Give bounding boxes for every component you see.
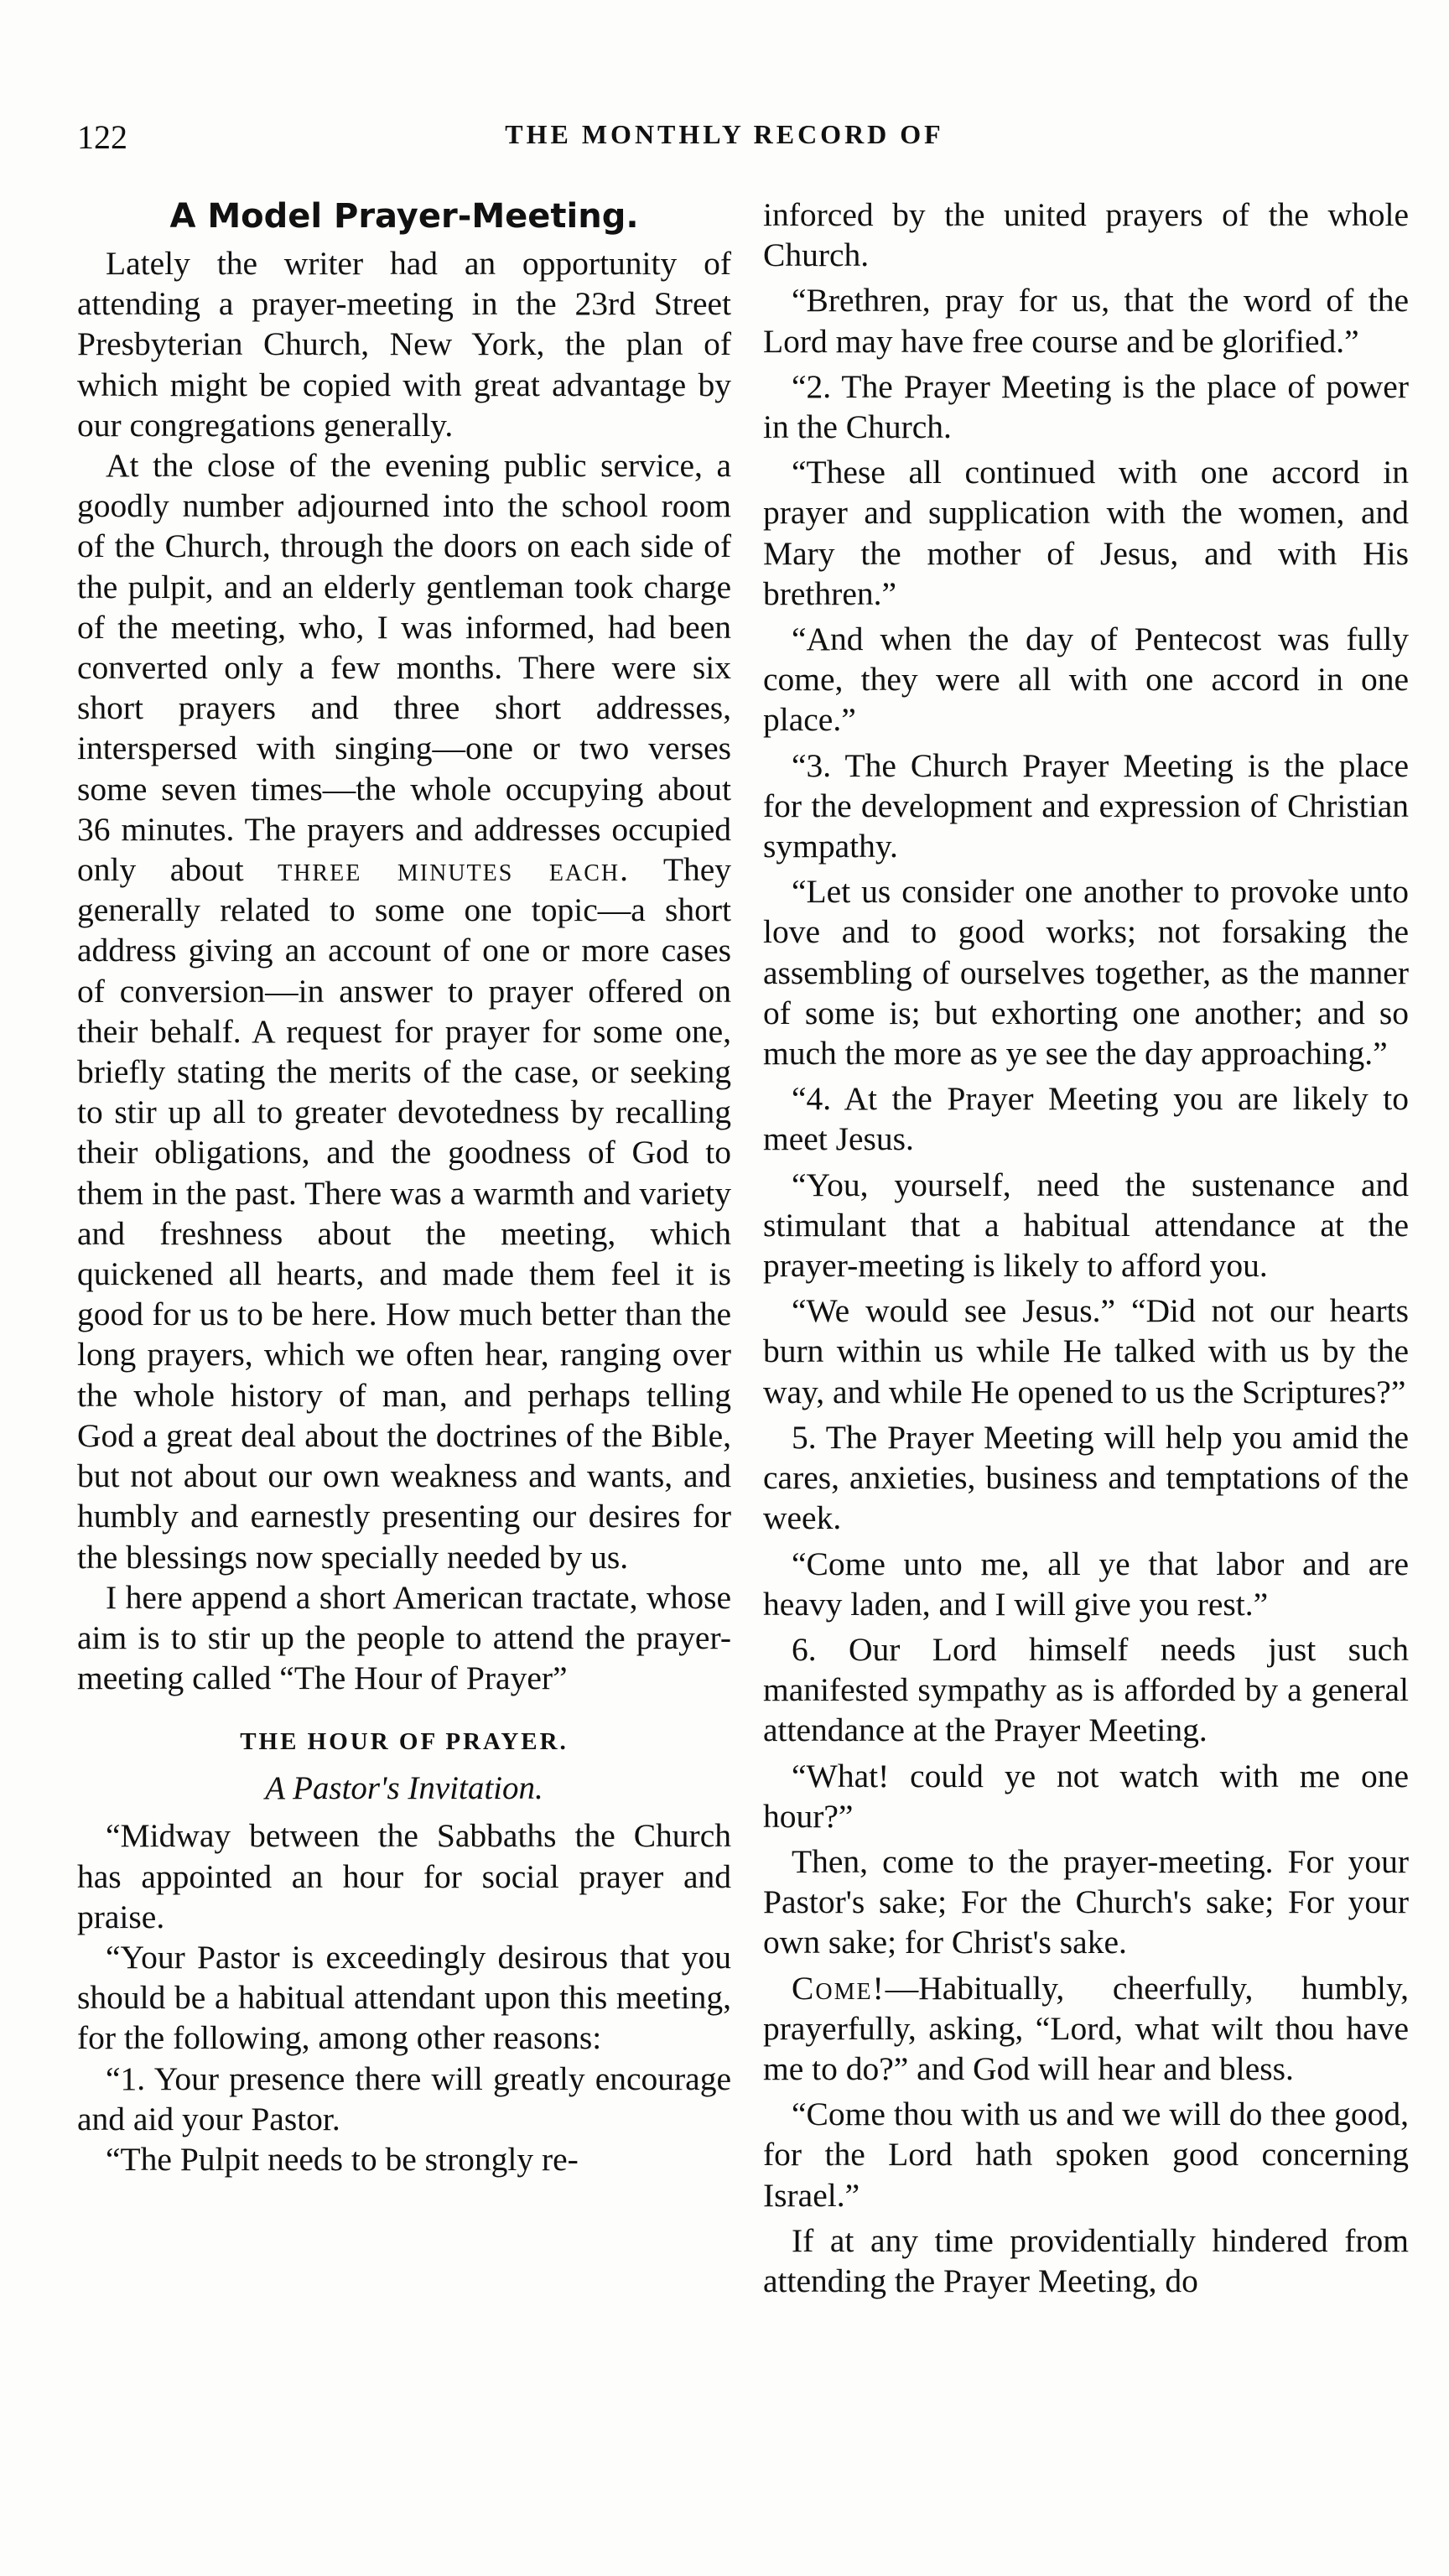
paragraph: “These all continued with one accord in prayer and supplication with the women, and Mary the mother of Jesus, and with His brethren.” (763, 454, 1409, 612)
paragraph: “4. At the Prayer Meeting you are likely to meet Jesus. (763, 1080, 1409, 1158)
section-subheading: A Pastor's Invitation. (265, 1770, 543, 1807)
paragraph (763, 1968, 1409, 2090)
paragraph: “Your Pastor is exceedingly desirous that you should be a habitual attendant upon this meeting, for the following, among other reasons: (77, 1938, 731, 2057)
emphasis-text: three minutes each. (278, 851, 630, 889)
left-column (77, 195, 731, 2179)
paragraph-text: —Habitually, cheerfully, humbly, prayerfully, asking, “Lord, what wilt thou have me to do?” and God will hear and bless. (763, 1969, 1409, 2087)
paragraph: “The Pulpit needs to be strongly re- (106, 2140, 579, 2178)
paragraph: “Midway between the Sabbaths the Church has appointed an hour for social prayer and praise. (77, 1817, 731, 1935)
emphasis-text: Come! (792, 1969, 886, 2007)
paragraph: Lately the writer had an opportunity of attending a prayer-meeting in the 23rd Street Presbyterian Church, New York, the plan of which might be copied with great advantage by our congregations generally. (77, 245, 731, 444)
paragraph: “You, yourself, need the sustenance and stimulant that a habitual attendance at the prayer-meeting is likely to afford you. (763, 1166, 1409, 1285)
paragraph: Then, come to the prayer-meeting. For your Pastor's sake; For the Church's sake; For your own sake; for Christ's sake. (763, 1842, 1409, 1961)
running-title: THE MONTHLY RECORD OF (505, 119, 944, 149)
paragraph: “Let us consider one another to provoke unto love and to good works; not forsaking the assembling of ourselves together, as the manner of some is; but exhorting one another; and so much the more as ye see the day approaching.” (763, 873, 1409, 1072)
paragraph: I here append a short American tractate, whose aim is to stir up the people to attend the prayer-meeting called “The Hour of Prayer” (77, 1578, 731, 1697)
paragraph-text: At the close of the evening public service, a goodly number adjourned into the school room of the Church, through the doors on each side of the pulpit, and an elderly gentleman took charge of the meeting, who, I was informed, had been converted only a few months. There were six short prayers and three short addresses, interspersed with singing—one or two verses some seven times—the whole occupying about 36 minutes. The prayers and addresses occupied only about (77, 447, 731, 889)
paragraph: If at any time providentially hindered from attending the Prayer Meeting, do (763, 2221, 1409, 2299)
paragraph: “1. Your presence there will greatly encourage and aid your Pastor. (77, 2059, 731, 2137)
paragraph (77, 445, 731, 1577)
paragraph: inforced by the united prayers of the whole Church. (763, 196, 1409, 274)
paragraph: “We would see Jesus.” “Did not our hearts burn within us while He talked with us by the way, and while He opened to us the Scriptures?” (763, 1292, 1409, 1410)
paragraph: “Come unto me, all ye that labor and are heavy laden, and I will give you rest.” (763, 1545, 1409, 1623)
paragraph: “3. The Church Prayer Meeting is the place for the development and expression of Christian sympathy. (763, 746, 1409, 865)
page-number: 122 (77, 118, 127, 156)
paragraph: “Come thou with us and we will do thee good, for the Lord hath spoken good concerning Israel.” (763, 2096, 1409, 2214)
paragraph: “And when the day of Pentecost was fully come, they were all with one accord in one place.” (763, 621, 1409, 739)
right-column (763, 195, 1409, 2301)
article-title: A Model Prayer-Meeting. (169, 197, 639, 236)
paragraph: “Brethren, pray for us, that the word of the Lord may have free course and be glorified.” (763, 282, 1409, 360)
section-heading: THE HOUR OF PRAYER. (240, 1728, 569, 1756)
paragraph: “2. The Prayer Meeting is the place of power in the Church. (763, 367, 1409, 446)
paragraph: “What! could ye not watch with me one hour?” (763, 1757, 1409, 1835)
paragraph: 5. The Prayer Meeting will help you amid the cares, anxieties, business and temptations of the week. (763, 1418, 1409, 1537)
paragraph: 6. Our Lord himself needs just such manifested sympathy as is afforded by a general attendance at the Prayer Meeting. (763, 1630, 1409, 1749)
paragraph-text: They generally related to some one topic—a short address giving an account of one or more cases of conversion—in answer to prayer offered on their behalf. A request for prayer for some one, briefly stating the merits of the case, or seeking to stir up all to greater devotedness by recalling their obligations, and the goodness of God to them in the past. There was a warmth and variety and freshness about the meeting, which quickened all hearts, and made them feel it is good for us to be here. How much better than the long prayers, which we often hear, ranging over the whole history of man, and perhaps telling God a great deal about the doctrines of the Bible, but not about our own weakness and wants, and humbly and earnestly presenting our desires for the blessings now specially needed by us. (77, 851, 731, 1576)
page-header (77, 117, 1372, 168)
